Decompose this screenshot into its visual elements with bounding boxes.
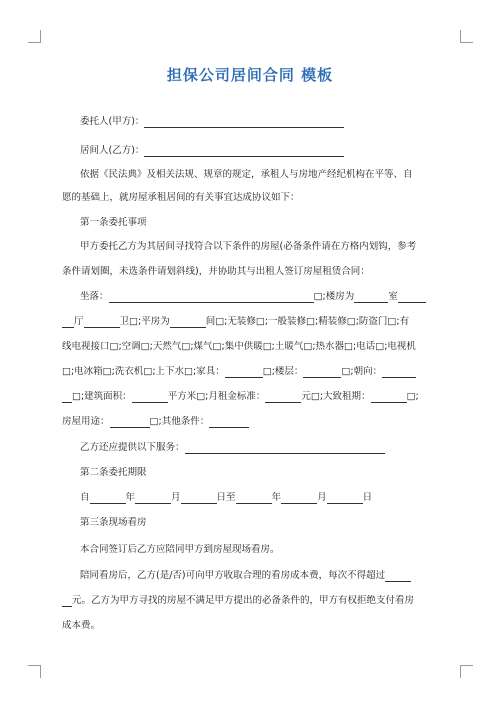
form-text: 卫□;平房为	[119, 316, 170, 327]
form-text: 月	[317, 492, 327, 503]
form-line	[62, 366, 442, 378]
form-text: 年	[125, 492, 136, 503]
form-text: 房屋用途：	[62, 416, 110, 427]
section-heading: 第三条现场看房	[80, 517, 147, 528]
form-text: 厅	[74, 316, 84, 327]
blank-field	[132, 392, 168, 403]
paragraph-line: 愿的基础上，就房屋承租居间的有关事宜达成协议如下：	[62, 192, 300, 203]
form-text: 元□;大致租期：	[301, 391, 371, 402]
broker-label: 居间人(乙方)：	[80, 145, 145, 156]
paragraph-line: 依据《民法典》及相关法规、规章的规定，承租人与房地产经纪机构在平等、自	[80, 169, 413, 180]
blank-field	[385, 571, 411, 582]
blank-field	[236, 493, 272, 504]
form-text: 月	[171, 492, 181, 503]
form-line	[62, 316, 442, 328]
corner-mark	[28, 30, 41, 43]
form-text: 室	[388, 291, 398, 302]
form-text: □;楼层：	[262, 366, 304, 377]
blank-field	[371, 392, 407, 403]
form-text: 日至	[216, 492, 236, 503]
paragraph-line: 甲方委托乙方为其居间寻找符合以下条件的房屋(必备条件请在方格内划钩，参考	[80, 241, 417, 252]
form-text: □;	[406, 391, 419, 402]
form-text: 乙方还应提供以下服务：	[80, 442, 185, 453]
form-line	[80, 291, 442, 303]
form-line	[80, 442, 442, 454]
paragraph-line	[62, 595, 442, 607]
form-text: 日	[362, 492, 373, 503]
form-text: □;建筑面积：	[72, 391, 132, 402]
client-label: 委托人(甲方)：	[80, 116, 145, 127]
blank-field	[354, 292, 388, 303]
paragraph-line: 条件请划圈，未选条件请划斜线)，并协助其与出租人签订房屋租赁合同：	[62, 266, 370, 277]
blank-field	[62, 392, 72, 403]
blank-field	[144, 146, 344, 157]
blank-field	[170, 317, 206, 328]
corner-mark	[28, 665, 41, 678]
blank-field	[303, 367, 341, 378]
form-line: 线电视接口□;空调□;天然气□;煤气□;集中供暖□;土暖气□;热水器□;电话□;电视机	[62, 341, 416, 352]
form-text: □;其他条件：	[149, 416, 210, 427]
blank-field	[109, 292, 314, 303]
blank-field	[185, 443, 385, 454]
broker-line	[80, 145, 442, 157]
blank-field	[144, 117, 344, 128]
form-line	[62, 416, 442, 428]
blank-field	[181, 493, 217, 504]
form-text: □;楼房为	[313, 291, 355, 302]
client-line	[80, 116, 442, 128]
blank-field	[90, 493, 126, 504]
blank-field	[110, 417, 150, 428]
form-text: 自	[80, 492, 90, 503]
date-line	[80, 492, 442, 504]
blank-field	[209, 417, 249, 428]
blank-field	[382, 367, 416, 378]
blank-field	[281, 493, 317, 504]
form-text: 平方米□;月租金标准：	[167, 391, 266, 402]
blank-field	[327, 493, 363, 504]
blank-field	[62, 317, 74, 328]
blank-field	[62, 596, 72, 607]
document-title: 担保公司居间合同 模板	[166, 66, 334, 84]
blank-field	[135, 493, 171, 504]
section-heading: 第一条委托事项	[80, 217, 147, 228]
corner-mark	[460, 30, 473, 43]
form-text: 陪同看房后，乙方(是/否)可向甲方收取合理的看房成本费，每次不得超过	[80, 570, 386, 581]
blank-field	[84, 317, 120, 328]
blank-field	[398, 292, 426, 303]
form-text: 间□;无装修□;一般装修□;精装修□;防盗门□;有	[205, 316, 410, 327]
corner-mark	[460, 665, 473, 678]
paragraph-line	[80, 570, 442, 582]
blank-field	[265, 392, 301, 403]
paragraph-line: 成本费。	[62, 620, 101, 631]
form-text: □;电冰箱□;洗衣机□;上下水□;家具：	[62, 366, 225, 377]
form-text: 元。乙方为甲方寻找的房屋不满足甲方提出的必备条件的，甲方有权拒绝支付看房	[72, 595, 415, 606]
section-heading: 第二条委托期限	[80, 467, 147, 478]
paragraph-line: 本合同签订后乙方应陪同甲方到房屋现场看房。	[80, 544, 280, 555]
form-line	[62, 391, 442, 403]
form-text: 年	[271, 492, 282, 503]
blank-field	[225, 367, 263, 378]
location-label: 坐落：	[80, 291, 109, 302]
form-text: □;朝向：	[341, 366, 383, 377]
